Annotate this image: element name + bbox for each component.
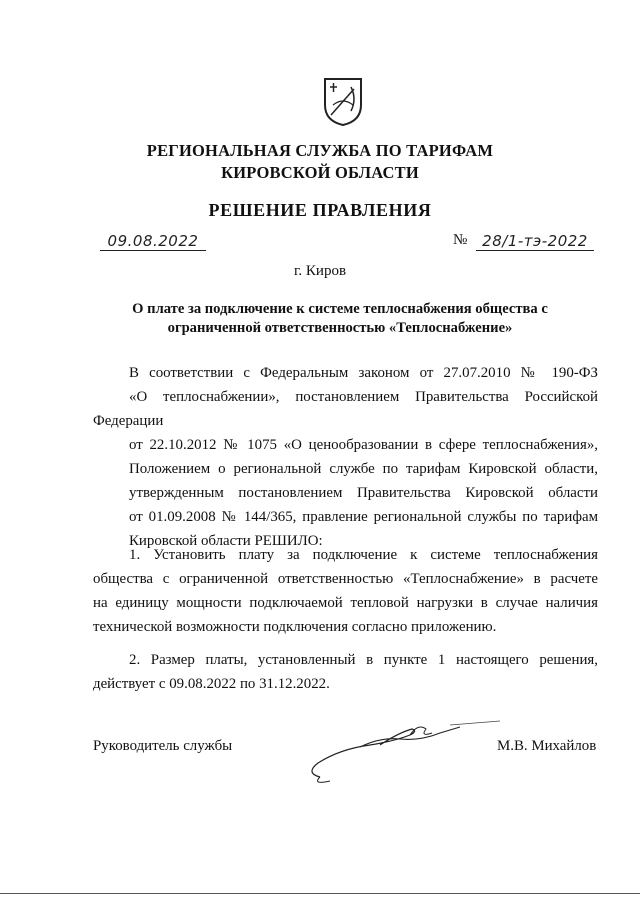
page-bottom-rule [0, 893, 640, 894]
paragraph-item-1 [93, 543, 598, 639]
subject-title [110, 300, 570, 338]
signatory-title: Руководитель службы [93, 738, 233, 754]
org-name-line2: КИРОВСКОЙ ОБЛАСТИ [221, 163, 419, 182]
text-line: действует с 09.08.2022 по 31.12.2022. [93, 676, 330, 692]
text-line: 2. Размер платы, установленный в пункте 1 настоящего решения, [129, 652, 598, 668]
number-label: № [453, 232, 468, 248]
document-type-title: РЕШЕНИЕ ПРАВЛЕНИЯ [208, 200, 432, 220]
city: г. Киров [293, 263, 347, 279]
decision-number: 28/1-тэ-2022 [476, 232, 594, 251]
subject-line: ограниченной ответственностью «Теплоснабжение» [167, 320, 513, 336]
text-line: «О теплоснабжении», постановлением Правительства Российской Федерации [93, 389, 598, 429]
kirov-coat-of-arms-icon [321, 75, 365, 127]
signatory-name: М.В. Михайлов [497, 738, 597, 754]
handwritten-signature [300, 715, 505, 790]
text-line: на единицу мощности подключаемой тепловой нагрузки в случае наличия [93, 595, 598, 611]
text-line: технической возможности подключения согласно приложению. [93, 619, 497, 635]
text-line: 1. Установить плату за подключение к системе теплоснабжения [129, 547, 598, 563]
text-line: утвержденным постановлением Правительства Кировской области [129, 485, 598, 501]
text-line: общества с ограниченной ответственностью «Теплоснабжение» в расчете [93, 571, 598, 587]
org-name-line1: РЕГИОНАЛЬНАЯ СЛУЖБА ПО ТАРИФАМ [146, 141, 494, 160]
text-line: В соответствии с Федеральным законом от 27.07.2010 № 190-ФЗ [129, 365, 598, 381]
paragraph-item-2 [93, 648, 598, 696]
text-line: Положением о региональной службе по тарифам Кировской области, [129, 461, 598, 477]
text-line: от 01.09.2008 № 144/365, правление региональной службы по тарифам [129, 509, 598, 525]
text-line: Кировской области РЕШИЛО: [129, 533, 323, 549]
paragraph-preamble [93, 361, 598, 553]
subject-line: О плате за подключение к системе теплоснабжения общества с [132, 301, 548, 317]
decision-date: 09.08.2022 [100, 232, 206, 251]
text-line: от 22.10.2012 № 1075 «О ценообразовании в сфере теплоснабжения», [129, 437, 598, 453]
